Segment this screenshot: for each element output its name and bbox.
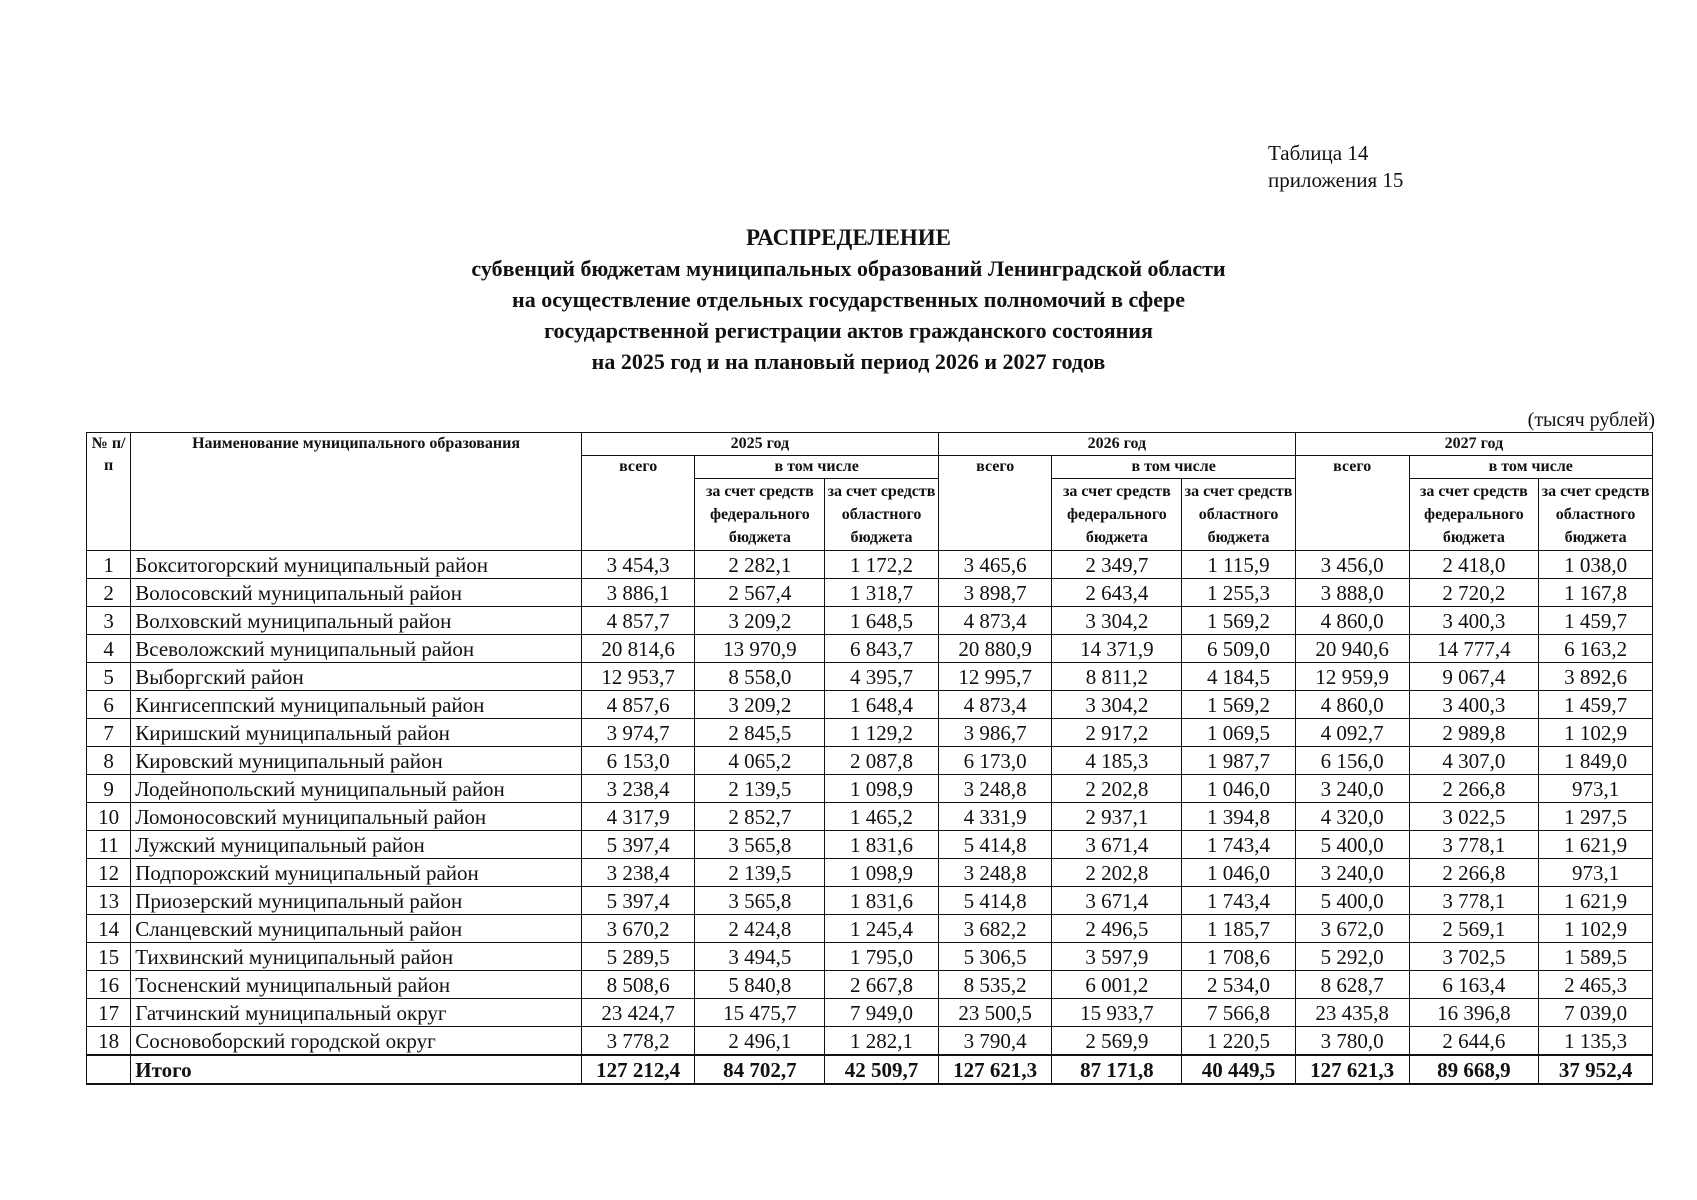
table-reference [1268, 140, 1403, 194]
value-cell: 1 115,9 [1182, 551, 1296, 579]
header-number: № п/п [87, 433, 131, 551]
value-cell: 6 001,2 [1052, 971, 1182, 999]
value-cell: 2 569,1 [1409, 915, 1539, 943]
value-cell: 3 304,2 [1052, 607, 1182, 635]
value-cell: 1 135,3 [1539, 1027, 1653, 1056]
value-cell: 14 777,4 [1409, 635, 1539, 663]
row-number: 6 [87, 691, 131, 719]
value-cell: 5 306,5 [938, 943, 1052, 971]
value-cell: 5 397,4 [581, 831, 695, 859]
header-total: всего [1295, 456, 1409, 551]
title-line-5: на 2025 год и на плановый период 2026 и 2027 годов [591, 349, 1106, 374]
municipality-name: Кингисеппский муниципальный район [131, 691, 582, 719]
value-cell: 973,1 [1539, 859, 1653, 887]
table-row [87, 635, 1653, 663]
row-number: 5 [87, 663, 131, 691]
total-value-cell: 37 952,4 [1539, 1055, 1653, 1084]
value-cell: 2 139,5 [695, 859, 825, 887]
total-label: Итого [131, 1055, 582, 1084]
value-cell: 2 424,8 [695, 915, 825, 943]
total-value-cell: 40 449,5 [1182, 1055, 1296, 1084]
title-line-1: РАСПРЕДЕЛЕНИЕ [746, 225, 951, 250]
value-cell: 8 558,0 [695, 663, 825, 691]
header-year-2026: 2026 год [938, 433, 1295, 456]
value-cell: 2 534,0 [1182, 971, 1296, 999]
value-cell: 4 873,4 [938, 607, 1052, 635]
value-cell: 1 167,8 [1539, 579, 1653, 607]
total-row [87, 1055, 1653, 1084]
distribution-table [86, 432, 1653, 1085]
value-cell: 1 648,4 [825, 691, 939, 719]
header-total: всего [581, 456, 695, 551]
value-cell: 4 860,0 [1295, 691, 1409, 719]
value-cell: 3 248,8 [938, 859, 1052, 887]
value-cell: 1 102,9 [1539, 719, 1653, 747]
value-cell: 23 435,8 [1295, 999, 1409, 1027]
value-cell: 1 465,2 [825, 803, 939, 831]
municipality-name: Тосненский муниципальный район [131, 971, 582, 999]
value-cell: 4 857,6 [581, 691, 695, 719]
value-cell: 1 459,7 [1539, 691, 1653, 719]
table-label: Таблица 14 [1268, 141, 1369, 165]
value-cell: 14 371,9 [1052, 635, 1182, 663]
municipality-name: Кировский муниципальный район [131, 747, 582, 775]
table-row [87, 607, 1653, 635]
value-cell: 3 565,8 [695, 831, 825, 859]
header-total: всего [938, 456, 1052, 551]
value-cell: 1 255,3 [1182, 579, 1296, 607]
value-cell: 1 185,7 [1182, 915, 1296, 943]
header-federal: за счет средств федерального бюджета [695, 479, 825, 551]
value-cell: 2 567,4 [695, 579, 825, 607]
value-cell: 3 597,9 [1052, 943, 1182, 971]
value-cell: 20 880,9 [938, 635, 1052, 663]
value-cell: 3 780,0 [1295, 1027, 1409, 1056]
value-cell: 3 778,1 [1409, 887, 1539, 915]
value-cell: 1 394,8 [1182, 803, 1296, 831]
value-cell: 12 953,7 [581, 663, 695, 691]
value-cell: 12 959,9 [1295, 663, 1409, 691]
value-cell: 8 628,7 [1295, 971, 1409, 999]
value-cell: 1 648,5 [825, 607, 939, 635]
value-cell: 2 496,5 [1052, 915, 1182, 943]
value-cell: 3 238,4 [581, 859, 695, 887]
header-name: Наименование муниципального образования [131, 433, 582, 551]
value-cell: 20 814,6 [581, 635, 695, 663]
municipality-name: Лужский муниципальный район [131, 831, 582, 859]
table-row [87, 691, 1653, 719]
municipality-name: Тихвинский муниципальный район [131, 943, 582, 971]
value-cell: 5 414,8 [938, 887, 1052, 915]
appendix-label: приложения 15 [1268, 168, 1404, 192]
value-cell: 13 970,9 [695, 635, 825, 663]
value-cell: 2 202,8 [1052, 775, 1182, 803]
value-cell: 1 098,9 [825, 775, 939, 803]
value-cell: 1 102,9 [1539, 915, 1653, 943]
value-cell: 1 831,6 [825, 831, 939, 859]
header-federal: за счет средств федерального бюджета [1409, 479, 1539, 551]
table-row [87, 887, 1653, 915]
value-cell: 3 022,5 [1409, 803, 1539, 831]
value-cell: 2 569,9 [1052, 1027, 1182, 1056]
value-cell: 1 569,2 [1182, 691, 1296, 719]
value-cell: 3 670,2 [581, 915, 695, 943]
header-federal: за счет средств федерального бюджета [1052, 479, 1182, 551]
table-row [87, 663, 1653, 691]
value-cell: 3 304,2 [1052, 691, 1182, 719]
table-row [87, 803, 1653, 831]
value-cell: 4 185,3 [1052, 747, 1182, 775]
value-cell: 1 038,0 [1539, 551, 1653, 579]
value-cell: 1 589,5 [1539, 943, 1653, 971]
value-cell: 9 067,4 [1409, 663, 1539, 691]
value-cell: 2 644,6 [1409, 1027, 1539, 1056]
row-number: 2 [87, 579, 131, 607]
row-number: 10 [87, 803, 131, 831]
value-cell: 5 292,0 [1295, 943, 1409, 971]
header-including: в том числе [1409, 456, 1653, 479]
value-cell: 1 743,4 [1182, 887, 1296, 915]
value-cell: 3 892,6 [1539, 663, 1653, 691]
value-cell: 2 667,8 [825, 971, 939, 999]
municipality-name: Всеволожский муниципальный район [131, 635, 582, 663]
value-cell: 1 795,0 [825, 943, 939, 971]
header-including: в том числе [1052, 456, 1295, 479]
header-including: в том числе [695, 456, 938, 479]
value-cell: 4 857,7 [581, 607, 695, 635]
value-cell: 7 949,0 [825, 999, 939, 1027]
table-row [87, 775, 1653, 803]
total-value-cell: 87 171,8 [1052, 1055, 1182, 1084]
header-year-2025: 2025 год [581, 433, 938, 456]
municipality-name: Бокситогорский муниципальный район [131, 551, 582, 579]
header-regional: за счет средств областного бюджета [1182, 479, 1296, 551]
table-row [87, 915, 1653, 943]
value-cell: 3 400,3 [1409, 691, 1539, 719]
value-cell: 1 297,5 [1539, 803, 1653, 831]
municipality-name: Лодейнопольский муниципальный район [131, 775, 582, 803]
value-cell: 3 209,2 [695, 607, 825, 635]
table-row [87, 1027, 1653, 1056]
total-value-cell: 127 212,4 [581, 1055, 695, 1084]
table-body [87, 551, 1653, 1085]
value-cell: 3 671,4 [1052, 887, 1182, 915]
value-cell: 8 811,2 [1052, 663, 1182, 691]
value-cell: 1 621,9 [1539, 831, 1653, 859]
title-line-4: государственной регистрации актов гражданского состояния [544, 318, 1153, 343]
value-cell: 2 465,3 [1539, 971, 1653, 999]
document-title [0, 222, 1697, 377]
value-cell: 1 069,5 [1182, 719, 1296, 747]
municipality-name: Волховский муниципальный район [131, 607, 582, 635]
value-cell: 7 566,8 [1182, 999, 1296, 1027]
municipality-name: Выборгский район [131, 663, 582, 691]
value-cell: 3 682,2 [938, 915, 1052, 943]
value-cell: 6 156,0 [1295, 747, 1409, 775]
table-row [87, 971, 1653, 999]
value-cell: 1 987,7 [1182, 747, 1296, 775]
value-cell: 4 395,7 [825, 663, 939, 691]
value-cell: 3 778,1 [1409, 831, 1539, 859]
table-row [87, 747, 1653, 775]
value-cell: 1 172,2 [825, 551, 939, 579]
value-cell: 8 508,6 [581, 971, 695, 999]
table-row [87, 999, 1653, 1027]
row-number: 15 [87, 943, 131, 971]
value-cell: 1 046,0 [1182, 775, 1296, 803]
value-cell: 973,1 [1539, 775, 1653, 803]
total-value-cell: 127 621,3 [1295, 1055, 1409, 1084]
value-cell: 1 318,7 [825, 579, 939, 607]
value-cell: 3 456,0 [1295, 551, 1409, 579]
table-row [87, 579, 1653, 607]
value-cell: 12 995,7 [938, 663, 1052, 691]
row-number: 8 [87, 747, 131, 775]
value-cell: 6 163,2 [1539, 635, 1653, 663]
value-cell: 4 184,5 [1182, 663, 1296, 691]
municipality-name: Сосновоборский городской округ [131, 1027, 582, 1056]
value-cell: 1 459,7 [1539, 607, 1653, 635]
municipality-name: Подпорожский муниципальный район [131, 859, 582, 887]
value-cell: 3 672,0 [1295, 915, 1409, 943]
value-cell: 4 331,9 [938, 803, 1052, 831]
total-number-cell [87, 1055, 131, 1084]
municipality-name: Гатчинский муниципальный округ [131, 999, 582, 1027]
header-year-2027: 2027 год [1295, 433, 1652, 456]
value-cell: 2 418,0 [1409, 551, 1539, 579]
value-cell: 3 886,1 [581, 579, 695, 607]
value-cell: 6 163,4 [1409, 971, 1539, 999]
value-cell: 1 282,1 [825, 1027, 939, 1056]
value-cell: 2 266,8 [1409, 775, 1539, 803]
value-cell: 4 065,2 [695, 747, 825, 775]
value-cell: 2 202,8 [1052, 859, 1182, 887]
title-line-3: на осуществление отдельных государственных полномочий в сфере [512, 287, 1185, 312]
value-cell: 15 933,7 [1052, 999, 1182, 1027]
value-cell: 1 569,2 [1182, 607, 1296, 635]
value-cell: 1 129,2 [825, 719, 939, 747]
header-regional: за счет средств областного бюджета [1539, 479, 1653, 551]
table-row [87, 719, 1653, 747]
value-cell: 2 852,7 [695, 803, 825, 831]
value-cell: 4 317,9 [581, 803, 695, 831]
municipality-name: Киришский муниципальный район [131, 719, 582, 747]
value-cell: 4 307,0 [1409, 747, 1539, 775]
value-cell: 3 702,5 [1409, 943, 1539, 971]
row-number: 4 [87, 635, 131, 663]
value-cell: 5 400,0 [1295, 887, 1409, 915]
value-cell: 2 282,1 [695, 551, 825, 579]
municipality-name: Сланцевский муниципальный район [131, 915, 582, 943]
value-cell: 3 400,3 [1409, 607, 1539, 635]
value-cell: 1 245,4 [825, 915, 939, 943]
value-cell: 3 454,3 [581, 551, 695, 579]
value-cell: 2 349,7 [1052, 551, 1182, 579]
row-number: 13 [87, 887, 131, 915]
value-cell: 16 396,8 [1409, 999, 1539, 1027]
value-cell: 6 153,0 [581, 747, 695, 775]
total-value-cell: 42 509,7 [825, 1055, 939, 1084]
value-cell: 5 840,8 [695, 971, 825, 999]
value-cell: 3 240,0 [1295, 859, 1409, 887]
value-cell: 5 397,4 [581, 887, 695, 915]
value-cell: 3 494,5 [695, 943, 825, 971]
value-cell: 2 989,8 [1409, 719, 1539, 747]
value-cell: 1 708,6 [1182, 943, 1296, 971]
value-cell: 3 778,2 [581, 1027, 695, 1056]
value-cell: 6 509,0 [1182, 635, 1296, 663]
value-cell: 8 535,2 [938, 971, 1052, 999]
value-cell: 4 873,4 [938, 691, 1052, 719]
row-number: 11 [87, 831, 131, 859]
value-cell: 1 046,0 [1182, 859, 1296, 887]
row-number: 3 [87, 607, 131, 635]
value-cell: 7 039,0 [1539, 999, 1653, 1027]
value-cell: 2 720,2 [1409, 579, 1539, 607]
header-regional: за счет средств областного бюджета [825, 479, 939, 551]
row-number: 16 [87, 971, 131, 999]
value-cell: 2 139,5 [695, 775, 825, 803]
row-number: 17 [87, 999, 131, 1027]
value-cell: 4 860,0 [1295, 607, 1409, 635]
table-row [87, 831, 1653, 859]
units-label: (тысяч рублей) [1527, 409, 1655, 431]
value-cell: 2 845,5 [695, 719, 825, 747]
value-cell: 3 888,0 [1295, 579, 1409, 607]
value-cell: 1 621,9 [1539, 887, 1653, 915]
municipality-name: Ломоносовский муниципальный район [131, 803, 582, 831]
value-cell: 2 087,8 [825, 747, 939, 775]
row-number: 12 [87, 859, 131, 887]
value-cell: 3 240,0 [1295, 775, 1409, 803]
value-cell: 1 743,4 [1182, 831, 1296, 859]
value-cell: 2 266,8 [1409, 859, 1539, 887]
value-cell: 3 238,4 [581, 775, 695, 803]
value-cell: 3 565,8 [695, 887, 825, 915]
value-cell: 4 320,0 [1295, 803, 1409, 831]
value-cell: 2 937,1 [1052, 803, 1182, 831]
value-cell: 5 400,0 [1295, 831, 1409, 859]
value-cell: 3 248,8 [938, 775, 1052, 803]
value-cell: 1 849,0 [1539, 747, 1653, 775]
value-cell: 23 424,7 [581, 999, 695, 1027]
value-cell: 15 475,7 [695, 999, 825, 1027]
value-cell: 1 831,6 [825, 887, 939, 915]
value-cell: 5 289,5 [581, 943, 695, 971]
total-value-cell: 89 668,9 [1409, 1055, 1539, 1084]
table-row [87, 943, 1653, 971]
value-cell: 6 173,0 [938, 747, 1052, 775]
value-cell: 4 092,7 [1295, 719, 1409, 747]
value-cell: 3 671,4 [1052, 831, 1182, 859]
value-cell: 20 940,6 [1295, 635, 1409, 663]
row-number: 1 [87, 551, 131, 579]
row-number: 14 [87, 915, 131, 943]
value-cell: 23 500,5 [938, 999, 1052, 1027]
value-cell: 6 843,7 [825, 635, 939, 663]
value-cell: 1 098,9 [825, 859, 939, 887]
value-cell: 3 986,7 [938, 719, 1052, 747]
value-cell: 3 209,2 [695, 691, 825, 719]
municipality-name: Волосовский муниципальный район [131, 579, 582, 607]
table-row [87, 551, 1653, 579]
municipality-name: Приозерский муниципальный район [131, 887, 582, 915]
total-value-cell: 127 621,3 [938, 1055, 1052, 1084]
value-cell: 3 898,7 [938, 579, 1052, 607]
value-cell: 3 790,4 [938, 1027, 1052, 1056]
title-line-2: субвенций бюджетам муниципальных образований Ленинградской области [471, 256, 1226, 281]
value-cell: 1 220,5 [1182, 1027, 1296, 1056]
value-cell: 2 496,1 [695, 1027, 825, 1056]
value-cell: 3 974,7 [581, 719, 695, 747]
total-value-cell: 84 702,7 [695, 1055, 825, 1084]
value-cell: 3 465,6 [938, 551, 1052, 579]
value-cell: 5 414,8 [938, 831, 1052, 859]
row-number: 7 [87, 719, 131, 747]
value-cell: 2 643,4 [1052, 579, 1182, 607]
row-number: 18 [87, 1027, 131, 1056]
row-number: 9 [87, 775, 131, 803]
table-row [87, 859, 1653, 887]
value-cell: 2 917,2 [1052, 719, 1182, 747]
